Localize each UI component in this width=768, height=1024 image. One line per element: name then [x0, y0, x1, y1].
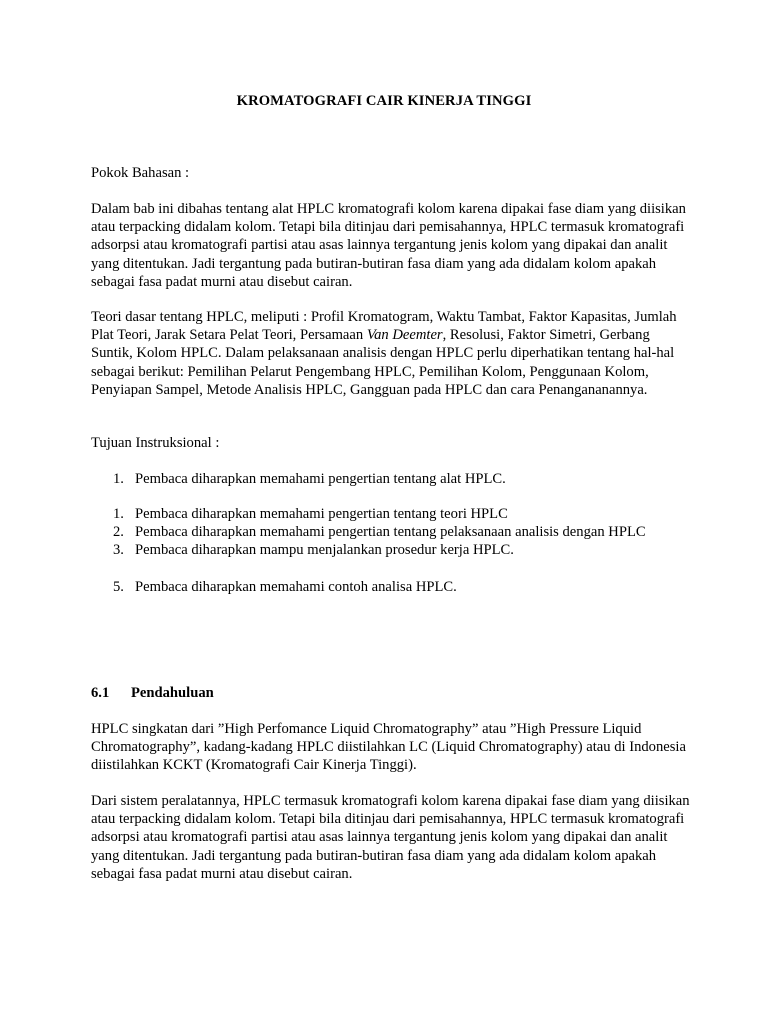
list-item-number: 3.	[113, 542, 124, 559]
section-heading	[91, 684, 214, 702]
section-number: 6.1	[91, 685, 110, 701]
document-title: KROMATOGRAFI CAIR KINERJA TINGGI	[236, 93, 532, 109]
intro-paragraph: Dalam bab ini dibahas tentang alat HPLC kromatografi kolom karena dipakai fase diam yang diisikan atau terpacking didalam kolom. Tetapi bila ditinjau dari pemisahannya, HPLC termasuk kromatografi adsorpsi atau kromatografi partisi atau asas lainnya tergantung jenis kolom yang dipakai dan analit yang ditentukan. Jadi tergantung pada butiran-butiran fasa diam yang ada didalam kolom apakah sebagai fasa padat murni atau disebut cairan.	[91, 201, 686, 290]
objectives-list-1	[91, 470, 711, 488]
objectives-list-3	[91, 578, 711, 596]
hplc-definition-paragraph: HPLC singkatan dari ”High Perfomance Liquid Chromatography” atau ”High Pressure Liquid Chromatography”, kadang-kadang HPLC diistilahkan LC (Liquid Chromatography) atau di Indonesia diistilahkan KCKT (Kromatografi Cair Kinerja Tinggi).	[91, 721, 686, 774]
theory-paragraph-part2: , Resolusi, Faktor Simetri, Gerbang Suntik, Kolom HPLC. Dalam pelaksanaan analisis dengan HPLC perlu diperhatikan tentang hal-hal sebagai berikut: Pemilihan Pelarut Pengembang HPLC, Pemilihan Kolom, Penggunaan Kolom, Penyiapan Sampel, Metode Analisis HPLC, Gangguan pada HPLC dan cara Penangananannya.	[91, 327, 675, 398]
theory-paragraph-italic: Van Deemter	[366, 327, 443, 344]
list-item	[91, 578, 711, 596]
theory-paragraph	[91, 308, 691, 399]
list-item-text: Pembaca diharapkan mampu menjalankan prosedur kerja HPLC.	[135, 542, 514, 559]
list-item-text: Pembaca diharapkan memahami pengertian tentang teori HPLC	[135, 506, 508, 522]
list-item-number: 2.	[113, 524, 124, 541]
list-item	[91, 523, 711, 541]
list-item	[91, 541, 711, 559]
list-item	[91, 470, 711, 488]
hplc-system-paragraph: Dari sistem peralatannya, HPLC termasuk kromatografi kolom karena dipakai fase diam yang diisikan atau terpacking didalam kolom. Tetapi bila ditinjau dari pemisahannya, HPLC termasuk kromatografi adsorpsi atau kromatografi partisi atau asas lainnya tergantung jenis kolom yang dipakai dan analit yang ditentukan. Jadi tergantung pada butiran-butiran fasa diam yang ada didalam kolom apakah sebagai fasa padat murni atau disebut cairan.	[91, 793, 690, 882]
list-item-text: Pembaca diharapkan memahami contoh analisa HPLC.	[135, 579, 457, 595]
list-item-text: Pembaca diharapkan memahami pengertian tentang pelaksanaan analisis dengan HPLC	[135, 524, 646, 541]
list-item-text: Pembaca diharapkan memahami pengertian tentang alat HPLC.	[135, 471, 506, 487]
tujuan-label: Tujuan Instruksional :	[91, 435, 220, 451]
section-title: Pendahuluan	[131, 685, 214, 701]
list-item-number: 5.	[113, 579, 124, 595]
theory-paragraph-part1: Teori dasar tentang HPLC, meliputi : Profil Kromatogram, Waktu Tambat, Faktor Kapasitas, Jumlah Plat Teori, Jarak Setara Pelat Teori, Persamaan	[91, 309, 677, 344]
list-item	[91, 505, 711, 523]
pokok-bahasan-label: Pokok Bahasan :	[91, 165, 190, 181]
list-item-number: 1.	[113, 506, 124, 522]
list-item-number: 1.	[113, 471, 124, 487]
objectives-list-2	[91, 505, 711, 560]
